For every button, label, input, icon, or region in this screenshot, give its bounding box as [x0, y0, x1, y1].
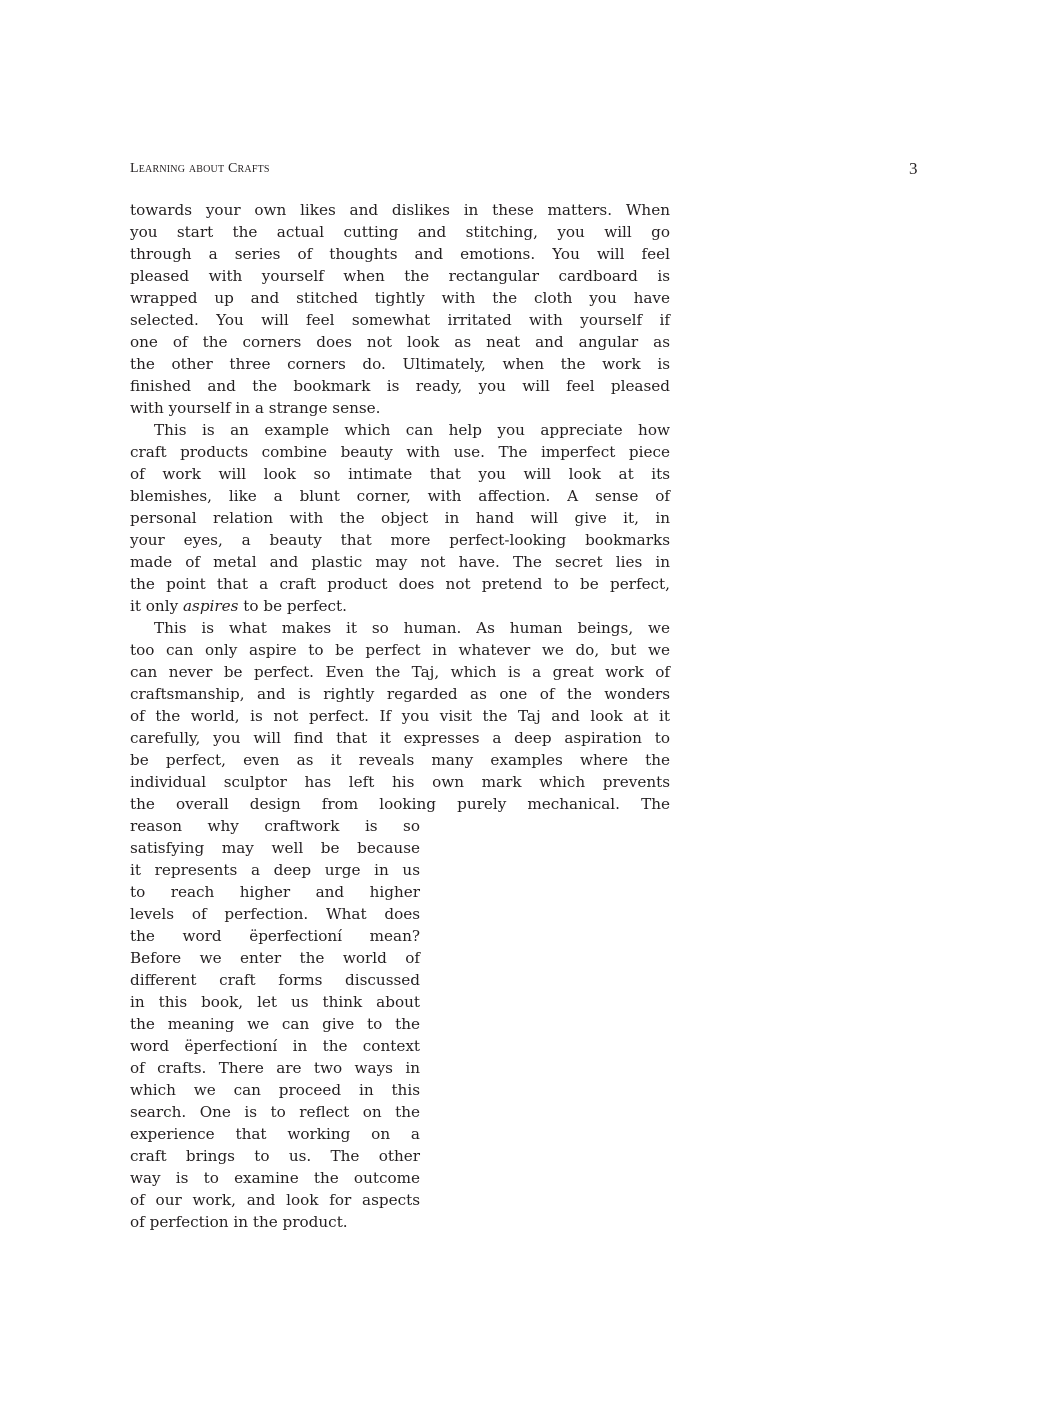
text-line: search. One is to reflect on the [130, 1103, 420, 1121]
text-line: reason why craftwork is so [130, 817, 420, 835]
text-line: craft products combine beauty with use. The imperfect piece [130, 443, 670, 461]
text-line: different craft forms discussed [130, 971, 420, 989]
text-line: towards your own likes and dislikes in these matters. When [130, 201, 670, 219]
page-number: 3 [909, 159, 918, 178]
text-line: of the world, is not perfect. If you visit the Taj and look at it [130, 707, 670, 725]
text-line: one of the corners does not look as neat and angular as [130, 333, 670, 351]
text-line: of our work, and look for aspects [130, 1191, 420, 1209]
text-span: it only [130, 597, 183, 615]
text-line: the word ëperfectioní mean? [130, 927, 420, 945]
text-line: finished and the bookmark is ready, you will feel pleased [130, 377, 670, 395]
text-line: craft brings to us. The other [130, 1147, 420, 1165]
text-span: to be perfect. [238, 597, 347, 615]
text-line: levels of perfection. What does [130, 905, 420, 923]
text-line: made of metal and plastic may not have. The secret lies in [130, 553, 670, 571]
text-line: individual sculptor has left his own mark which prevents [130, 773, 670, 791]
text-line: which we can proceed in this [130, 1081, 420, 1099]
text-line: the point that a craft product does not pretend to be perfect, [130, 575, 670, 593]
text-line: selected. You will feel somewhat irritated with yourself if [130, 311, 670, 329]
text-line: experience that working on a [130, 1125, 420, 1143]
text-line: satisfying may well be because [130, 839, 420, 857]
running-header: Learning about Crafts [130, 161, 270, 176]
text-line: of crafts. There are two ways in [130, 1059, 420, 1077]
text-line: craftsmanship, and is rightly regarded as one of the wonders [130, 685, 670, 703]
text-line: way is to examine the outcome [130, 1169, 420, 1187]
text-line: be perfect, even as it reveals many examples where the [130, 751, 670, 769]
text-line [130, 595, 670, 617]
text-line: Before we enter the world of [130, 949, 420, 967]
text-line: personal relation with the object in hand will give it, in [130, 509, 670, 527]
text-line: carefully, you will find that it expresses a deep aspiration to [130, 729, 670, 747]
text-line: of perfection in the product. [130, 1213, 348, 1231]
body-text [130, 199, 670, 1233]
text-line: too can only aspire to be perfect in whatever we do, but we [130, 641, 670, 659]
text-line: wrapped up and stitched tightly with the cloth you have [130, 289, 670, 307]
text-line: of work will look so intimate that you will look at its [130, 465, 670, 483]
text-line: the meaning we can give to the [130, 1015, 420, 1033]
text-line: you start the actual cutting and stitching, you will go [130, 223, 670, 241]
text-line: pleased with yourself when the rectangular cardboard is [130, 267, 670, 285]
text-line: This is what makes it so human. As human beings, we [154, 619, 670, 637]
text-line: can never be perfect. Even the Taj, which is a great work of [130, 663, 670, 681]
text-line: to reach higher and higher [130, 883, 420, 901]
text-line: your eyes, a beauty that more perfect-looking bookmarks [130, 531, 670, 549]
text-line: the overall design from looking purely mechanical. The [130, 795, 670, 813]
italic-word: aspires [182, 597, 239, 615]
text-line: through a series of thoughts and emotions. You will feel [130, 245, 670, 263]
text-line: the other three corners do. Ultimately, when the work is [130, 355, 670, 373]
text-line: it represents a deep urge in us [130, 861, 420, 879]
text-line: word ëperfectioní in the context [130, 1037, 420, 1055]
text-line: with yourself in a strange sense. [130, 399, 381, 417]
text-line: This is an example which can help you appreciate how [154, 421, 670, 439]
text-line: blemishes, like a blunt corner, with affection. A sense of [130, 487, 670, 505]
text-line: in this book, let us think about [130, 993, 420, 1011]
